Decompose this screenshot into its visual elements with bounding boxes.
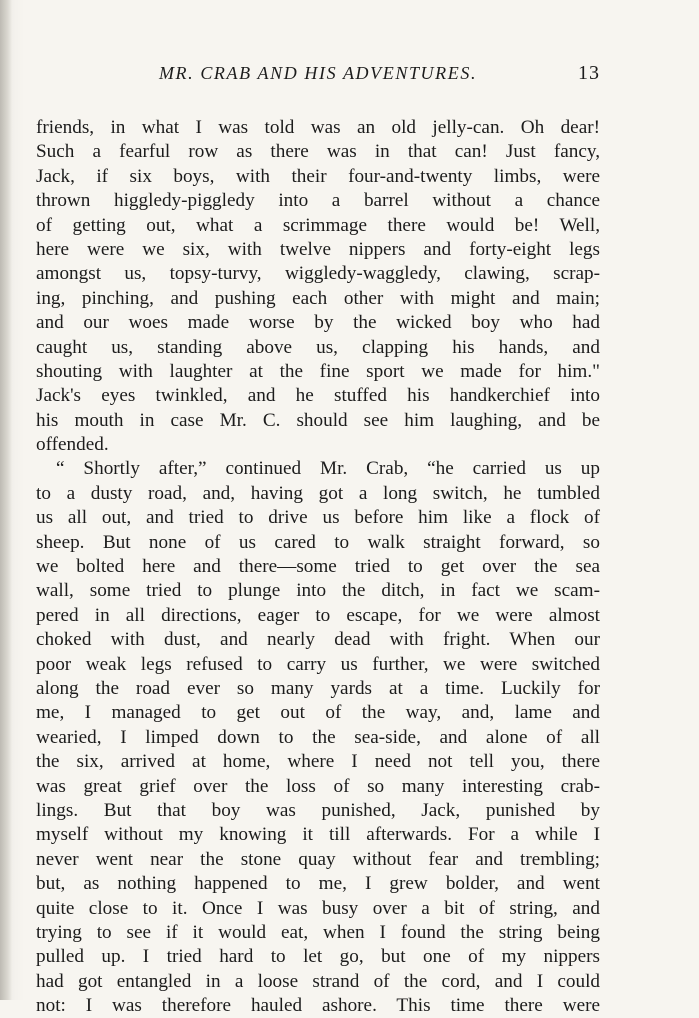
text-line: me, I managed to get out of the way, and, lame and [36,702,600,724]
text-line: amongst us, topsy-turvy, wiggledy-waggledy, clawing, scrap- [36,263,600,285]
text-line: friends, in what I was told was an old jelly-can. Oh dear! [36,117,600,138]
text-line: never went near the stone quay without fear and trembling; [36,848,600,870]
page-header [36,59,600,87]
text-line: shouting with laughter at the fine sport we made for him." [36,360,600,382]
text-line: along the road ever so many yards at a time. Luckily for [36,677,600,699]
page-number: 13 [578,62,600,84]
text-line: Such a fearful row as there was in that can! Just fancy, [36,141,600,163]
text-line: pered in all directions, eager to escape, for we were almost [36,604,600,626]
text-line: wearied, I limped down to the sea-side, and alone of all [36,726,600,748]
body-text [36,116,600,1017]
text-line: ing, pinching, and pushing each other with might and main; [36,287,600,309]
text-line: Jack's eyes twinkled, and he stuffed his handkerchief into [36,385,600,407]
text-line: and our woes made worse by the wicked boy who had [36,312,600,334]
text-line: here were we six, with twelve nippers and forty-eight legs [36,238,600,260]
text-line: was great grief over the loss of so many interesting crab- [36,775,600,797]
text-line: but, as nothing happened to me, I grew bolder, and went [36,873,600,895]
text-line: thrown higgledy-piggledy into a barrel without a chance [36,190,600,212]
text-line: Jack, if six boys, with their four-and-twenty limbs, were [36,165,600,187]
text-line: not: I was therefore hauled ashore. This time there were [36,995,600,1017]
running-head: MR. CRAB AND HIS ADVENTURES. [158,63,478,83]
text-line: choked with dust, and nearly dead with fright. When our [36,629,600,651]
text-line: we bolted here and there—some tried to get over the sea [36,556,600,578]
text-line: trying to see if it would eat, when I found the string being [36,921,600,943]
text-line: his mouth in case Mr. C. should see him laughing, and be [36,409,600,431]
text-line: had got entangled in a loose strand of the cord, and I could [36,970,600,992]
text-line: us all out, and tried to drive us before him like a flock of [36,507,600,529]
text-line: quite close to it. Once I was busy over a bit of string, and [36,897,600,919]
text-line: pulled up. I tried hard to let go, but one of my nippers [36,946,600,968]
text-line: lings. But that boy was punished, Jack, punished by [36,799,600,821]
text-line: sheep. But none of us cared to walk straight forward, so [36,531,600,553]
text-line: to a dusty road, and, having got a long switch, he tumbled [36,482,600,504]
text-line: myself without my knowing it till afterwards. For a while I [36,824,600,846]
text-line: poor weak legs refused to carry us further, we were switched [36,653,600,675]
text-line: the six, arrived at home, where I need not tell you, there [36,751,600,773]
text-line: of getting out, what a scrimmage there would be! Well, [36,214,600,236]
text-line: “ Shortly after,” continued Mr. Crab, “he carried us up [56,458,600,480]
text-line: wall, some tried to plunge into the ditch, in fact we scam- [36,580,600,602]
page-gutter-shadow [0,0,12,1000]
text-line: caught us, standing above us, clapping his hands, and [36,336,600,358]
text-line: offended. [36,434,109,456]
